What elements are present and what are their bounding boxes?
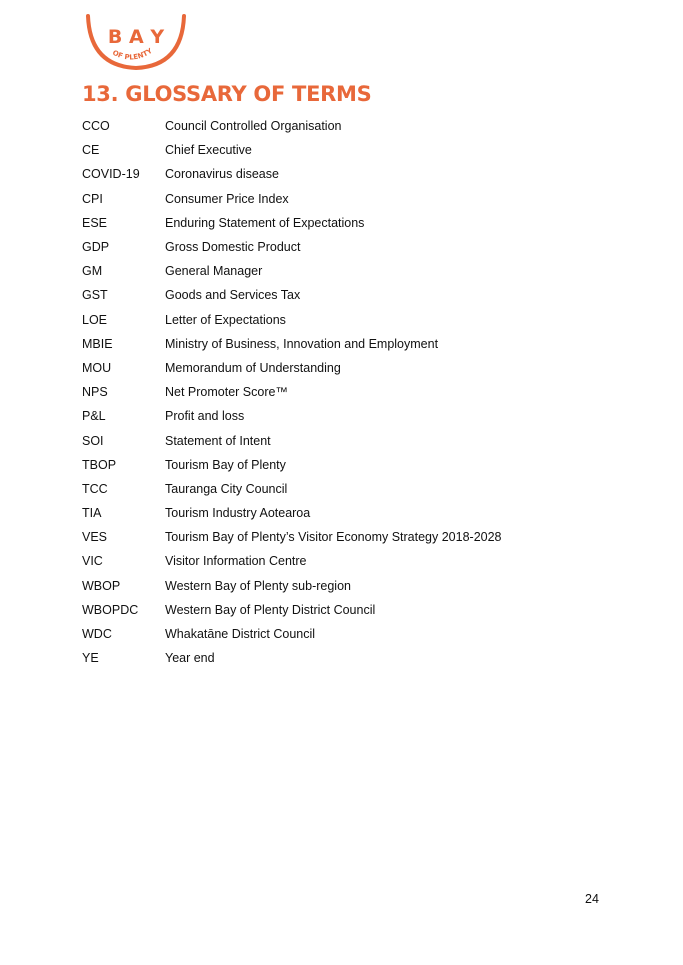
glossary-abbreviation: CPI xyxy=(82,191,103,206)
glossary-abbreviation: WBOPDC xyxy=(82,602,139,617)
page-title: 13. GLOSSARY OF TERMS xyxy=(82,82,372,106)
glossary-definition: Year end xyxy=(165,651,215,666)
glossary-definition: Enduring Statement of Expectations xyxy=(165,215,365,230)
glossary-row xyxy=(82,356,602,380)
glossary-definition: Council Controlled Organisation xyxy=(165,119,342,134)
glossary-row xyxy=(82,646,602,670)
page-number: 24 xyxy=(585,892,599,906)
glossary-abbreviation: TIA xyxy=(82,506,102,521)
glossary-row xyxy=(82,235,602,259)
glossary-row xyxy=(82,453,602,477)
glossary-row xyxy=(82,501,602,525)
glossary-abbreviation: GDP xyxy=(82,240,110,255)
glossary-definition: Western Bay of Plenty sub-region xyxy=(165,578,351,593)
glossary-definition: Consumer Price Index xyxy=(165,191,289,206)
glossary-abbreviation: YE xyxy=(82,651,99,666)
glossary-row xyxy=(82,477,602,501)
glossary-definition: General Manager xyxy=(165,264,263,279)
glossary-abbreviation: MBIE xyxy=(82,336,113,351)
glossary-definition: Chief Executive xyxy=(165,143,252,158)
glossary-abbreviation: P&L xyxy=(82,409,106,424)
glossary-row xyxy=(82,308,602,332)
glossary-abbreviation: LOE xyxy=(82,312,108,327)
glossary-abbreviation: WDC xyxy=(82,627,112,642)
glossary-definition: Profit and loss xyxy=(165,409,245,424)
glossary-definition: Statement of Intent xyxy=(165,433,271,448)
glossary-definition: Western Bay of Plenty District Council xyxy=(165,602,376,617)
glossary-abbreviation: COVID-19 xyxy=(82,167,140,182)
bay-of-plenty-logo xyxy=(82,10,190,72)
logo-mark xyxy=(82,10,190,72)
glossary-abbreviation: GST xyxy=(82,288,108,303)
glossary-abbreviation: ESE xyxy=(82,215,108,230)
glossary-row xyxy=(82,187,602,211)
glossary-abbreviation: VIC xyxy=(82,554,103,569)
glossary-definition: Gross Domestic Product xyxy=(165,240,301,255)
glossary-abbreviation: TBOP xyxy=(82,457,117,472)
glossary-row xyxy=(82,138,602,162)
logo-bay-text: B A Y xyxy=(107,26,165,48)
glossary-row xyxy=(82,211,602,235)
glossary-definition: Coronavirus disease xyxy=(165,167,279,182)
glossary-abbreviation: VES xyxy=(82,530,108,545)
glossary-abbreviation: GM xyxy=(82,264,103,279)
glossary-row xyxy=(82,259,602,283)
glossary-definition: Memorandum of Understanding xyxy=(165,360,341,375)
glossary-abbreviation: NPS xyxy=(82,385,108,400)
glossary-abbreviation: CCO xyxy=(82,119,110,134)
glossary-definition: Letter of Expectations xyxy=(165,312,286,327)
glossary-row xyxy=(82,404,602,428)
glossary-row xyxy=(82,332,602,356)
glossary-abbreviation: CE xyxy=(82,143,100,158)
glossary-definition: Whakatāne District Council xyxy=(165,627,316,642)
glossary-row xyxy=(82,162,602,186)
glossary-definition: Visitor Information Centre xyxy=(165,554,307,569)
glossary-definition: Tourism Industry Aotearoa xyxy=(165,506,311,521)
glossary-row xyxy=(82,598,602,622)
glossary-definition: Ministry of Business, Innovation and Employment xyxy=(165,336,439,351)
glossary-list xyxy=(82,114,602,670)
glossary-row xyxy=(82,283,602,307)
glossary-definition: Tourism Bay of Plenty’s Visitor Economy Strategy 2018-2028 xyxy=(165,530,502,545)
glossary-definition: Net Promoter Score™ xyxy=(165,385,288,400)
glossary-definition: Tauranga City Council xyxy=(165,481,288,496)
glossary-abbreviation: WBOP xyxy=(82,578,121,593)
glossary-abbreviation: SOI xyxy=(82,433,104,448)
glossary-row xyxy=(82,549,602,573)
glossary-definition: Goods and Services Tax xyxy=(165,288,301,303)
logo-ofplenty-path: OF PLENTY xyxy=(111,46,154,62)
glossary-row xyxy=(82,574,602,598)
glossary-row xyxy=(82,380,602,404)
glossary-definition: Tourism Bay of Plenty xyxy=(165,457,286,472)
logo-ofplenty-text xyxy=(111,46,154,61)
glossary-abbreviation: TCC xyxy=(82,481,108,496)
glossary-abbreviation: MOU xyxy=(82,360,112,375)
glossary-row xyxy=(82,525,602,549)
glossary-row xyxy=(82,622,602,646)
glossary-row xyxy=(82,114,602,138)
glossary-row xyxy=(82,428,602,452)
